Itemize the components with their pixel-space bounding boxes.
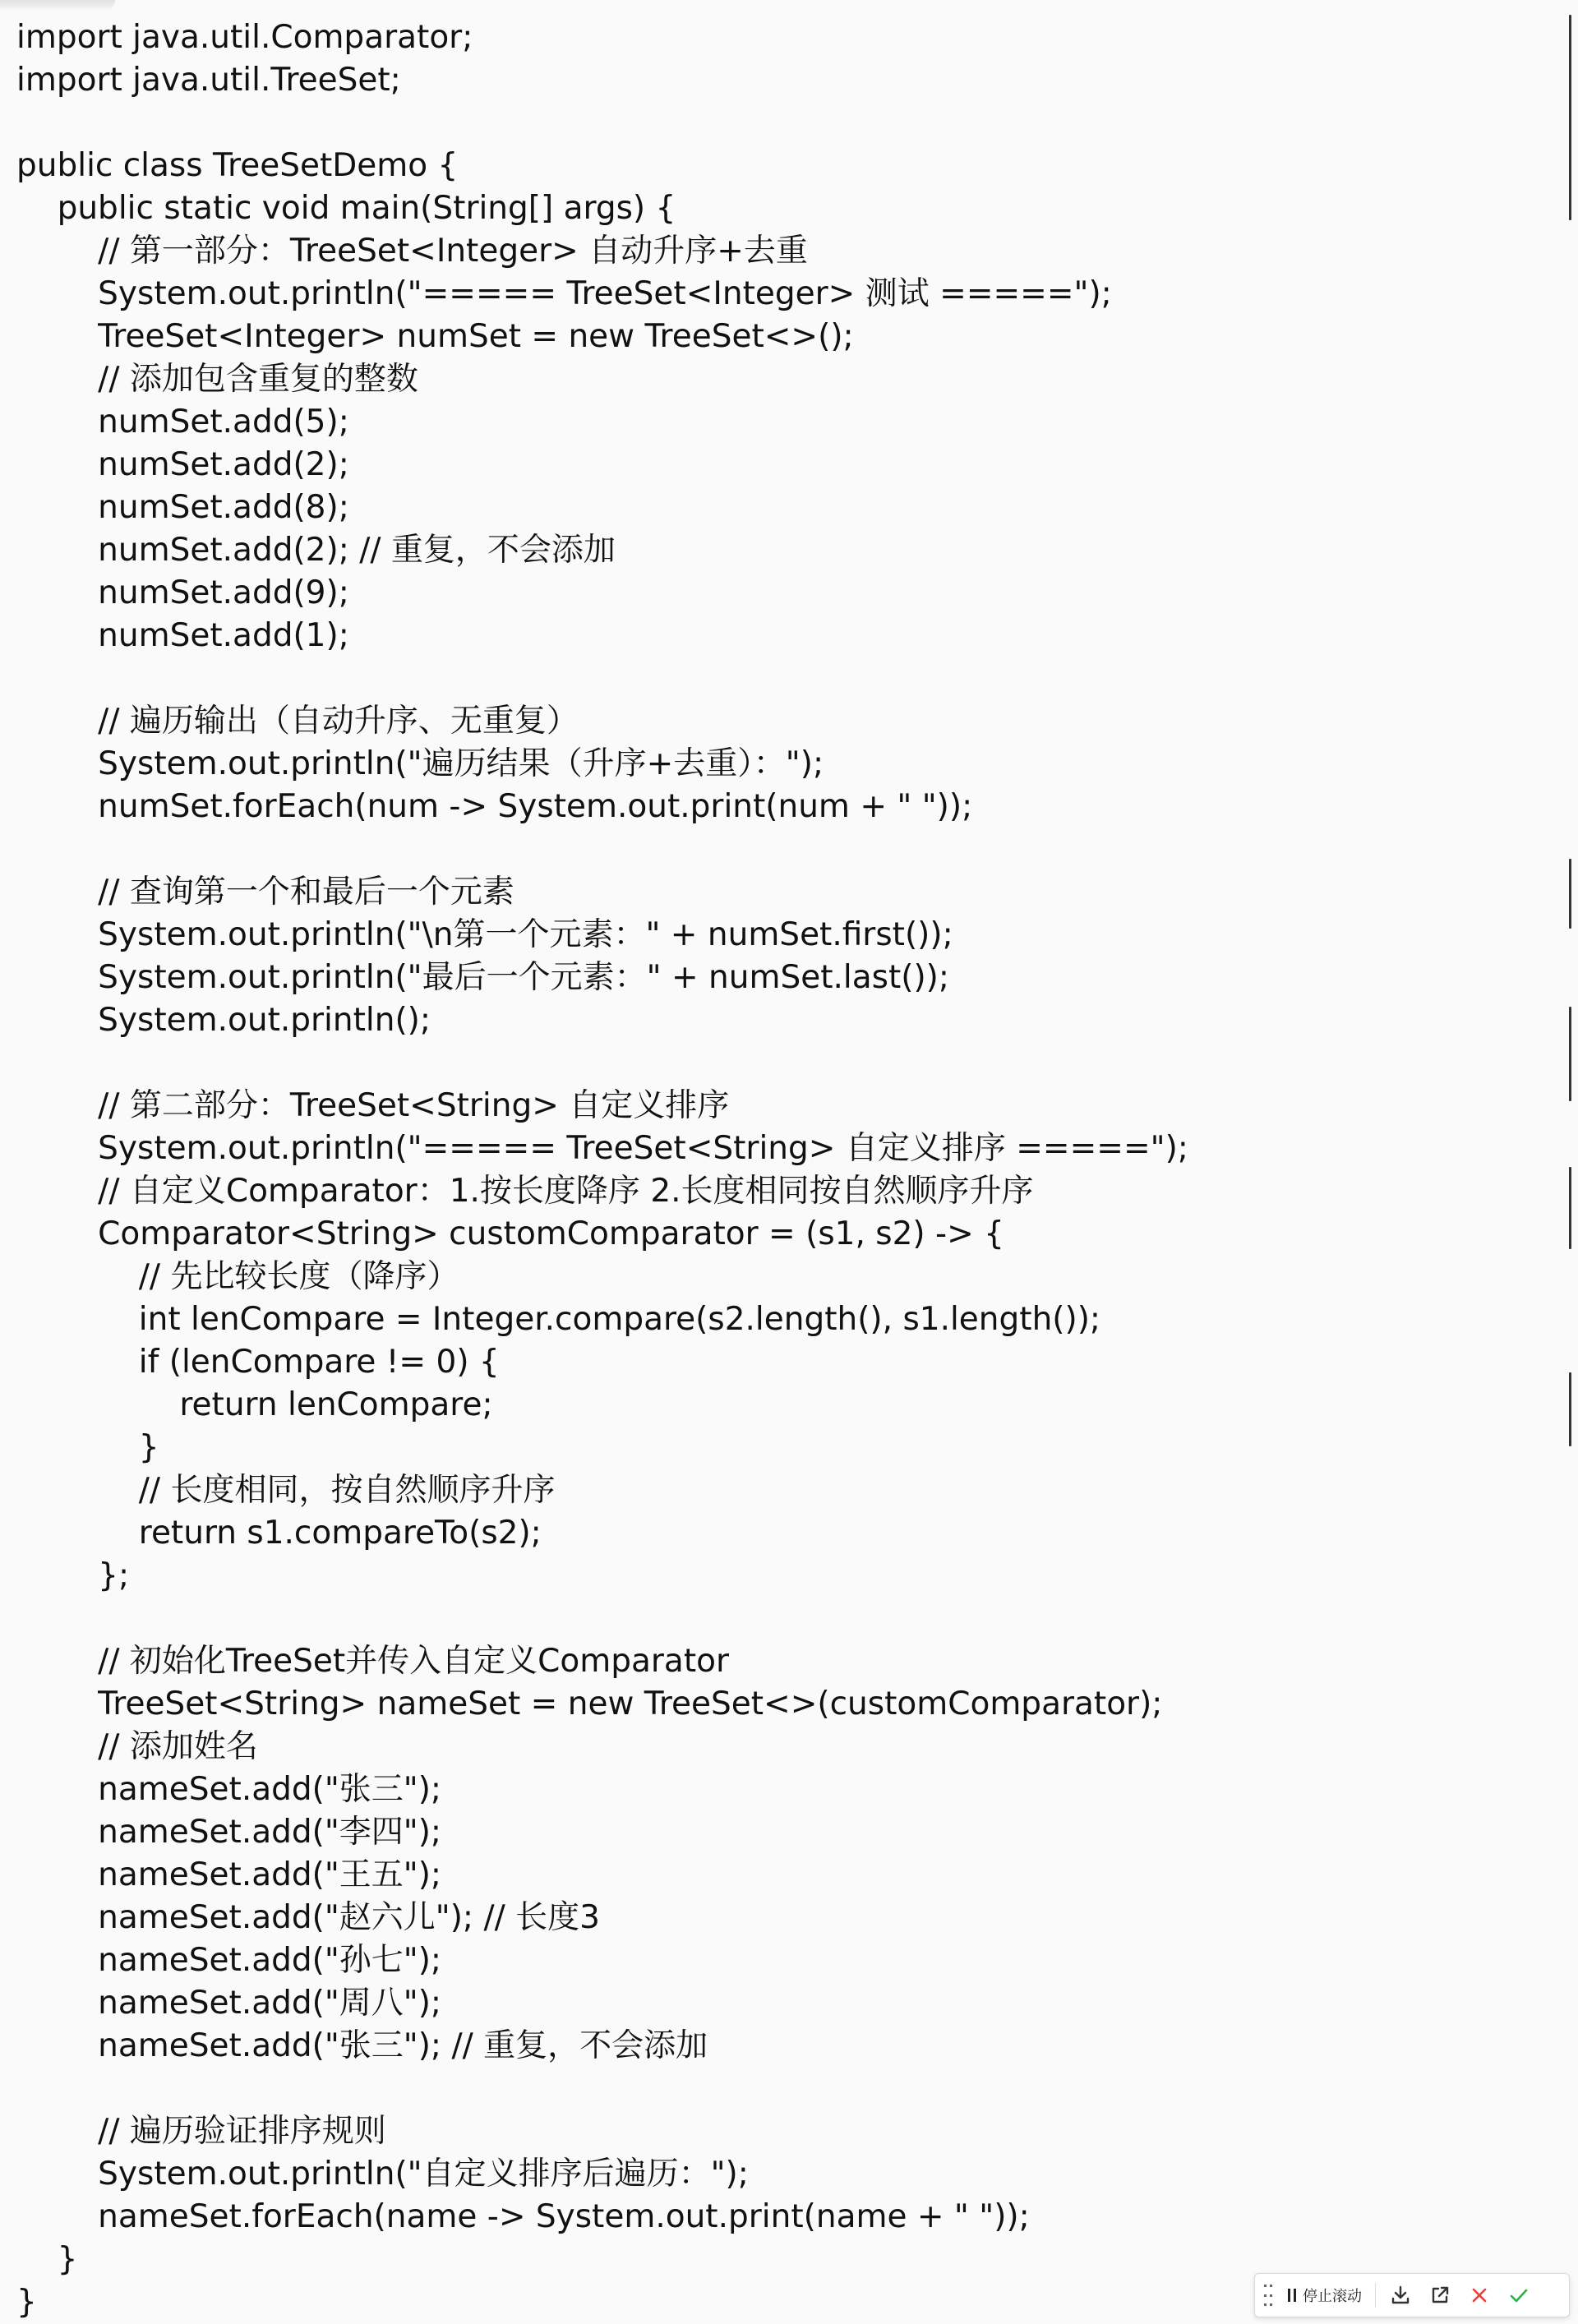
code-line: TreeSet<Integer> numSet = new TreeSet<>(); <box>16 318 854 355</box>
code-line: Comparator<String> customComparator = (s1, s2) -> { <box>16 1215 1004 1252</box>
code-line: System.out.println(); <box>16 1002 431 1039</box>
scrollbar-track-mark[interactable] <box>1569 1167 1571 1249</box>
confirm-button[interactable] <box>1502 2279 1535 2312</box>
scrollbar-track-mark[interactable] <box>1569 15 1571 220</box>
code-line: // 查询第一个和最后一个元素 <box>16 874 514 911</box>
code-line: System.out.println("最后一个元素：" + numSet.last()); <box>16 959 950 996</box>
drag-handle-icon[interactable] <box>1262 2285 1275 2306</box>
code-line: numSet.add(9); <box>16 574 349 611</box>
stop-scroll-button[interactable] <box>1283 2279 1367 2312</box>
code-line: // 遍历验证排序规则 <box>16 2113 386 2150</box>
scrollbar-track-mark[interactable] <box>1569 1372 1571 1446</box>
code-line: } <box>16 1429 159 1466</box>
code-line: }; <box>16 1557 130 1594</box>
code-line: } <box>16 2241 78 2278</box>
code-line: nameSet.add("周八"); <box>16 1985 442 2022</box>
code-line: // 添加包含重复的整数 <box>16 361 418 398</box>
code-line: System.out.println("===== TreeSet<String> 自定义排序 ====="); <box>16 1130 1188 1167</box>
code-line: numSet.add(5); <box>16 403 349 440</box>
code-line: int lenCompare = Integer.compare(s2.length(), s1.length()); <box>16 1301 1101 1338</box>
code-line: System.out.println("遍历结果（升序+去重）："); <box>16 745 824 782</box>
open-external-icon <box>1428 2284 1451 2307</box>
pause-icon <box>1288 2289 1296 2302</box>
code-line: nameSet.add("孙七"); <box>16 1942 442 1979</box>
download-button[interactable] <box>1384 2279 1417 2312</box>
code-line: // 第二部分：TreeSet<String> 自定义排序 <box>16 1087 730 1124</box>
code-line: System.out.println("\n第一个元素：" + numSet.first()); <box>16 916 953 953</box>
code-line: import java.util.TreeSet; <box>16 62 401 99</box>
code-line: System.out.println("===== TreeSet<Integer> 测试 ====="); <box>16 275 1112 312</box>
code-line: return s1.compareTo(s2); <box>16 1515 542 1552</box>
code-line: // 添加姓名 <box>16 1728 258 1765</box>
code-line: // 第一部分：TreeSet<Integer> 自动升序+去重 <box>16 233 808 270</box>
code-line: // 长度相同，按自然顺序升序 <box>16 1472 556 1509</box>
stop-scroll-label: 停止滚动 <box>1303 2288 1362 2305</box>
download-icon <box>1389 2284 1412 2307</box>
code-line: System.out.println("自定义排序后遍历："); <box>16 2156 749 2193</box>
toolbar-divider <box>1375 2283 1376 2308</box>
code-line: // 遍历输出（自动升序、无重复） <box>16 703 579 740</box>
code-line: } <box>16 2284 37 2321</box>
code-line: // 先比较长度（降序） <box>16 1258 459 1295</box>
open-external-button[interactable] <box>1423 2279 1456 2312</box>
code-line: numSet.forEach(num -> System.out.print(num + " ")); <box>16 788 973 825</box>
code-line: import java.util.Comparator; <box>16 19 473 56</box>
code-line: numSet.add(8); <box>16 489 349 526</box>
code-line: nameSet.add("李四"); <box>16 1814 442 1851</box>
checkmark-icon <box>1507 2284 1530 2307</box>
scroll-capture-toolbar <box>1254 2273 1570 2317</box>
scrollbar-track-mark[interactable] <box>1569 1007 1571 1101</box>
code-line: nameSet.add("赵六儿"); // 长度3 <box>16 1899 600 1936</box>
code-line: nameSet.forEach(name -> System.out.print(name + " ")); <box>16 2198 1030 2235</box>
code-line: TreeSet<String> nameSet = new TreeSet<>(customComparator); <box>16 1685 1163 1722</box>
code-line: nameSet.add("王五"); <box>16 1856 442 1893</box>
close-icon <box>1468 2284 1491 2307</box>
code-line: nameSet.add("张三"); // 重复，不会添加 <box>16 2027 708 2064</box>
code-line: numSet.add(2); // 重复，不会添加 <box>16 532 616 569</box>
code-line: public class TreeSetDemo { <box>16 147 459 184</box>
scrollbar-track-mark[interactable] <box>1569 859 1571 929</box>
code-line: // 自定义Comparator：1.按长度降序 2.长度相同按自然顺序升序 <box>16 1173 1034 1210</box>
code-line: // 初始化TreeSet并传入自定义Comparator <box>16 1643 730 1680</box>
code-line: numSet.add(2); <box>16 446 349 483</box>
code-line: if (lenCompare != 0) { <box>16 1344 500 1381</box>
code-line: public static void main(String[] args) { <box>16 190 676 227</box>
code-line: numSet.add(1); <box>16 617 349 654</box>
code-line: nameSet.add("张三"); <box>16 1771 442 1808</box>
cancel-button[interactable] <box>1463 2279 1496 2312</box>
code-line: return lenCompare; <box>16 1386 493 1423</box>
window-corner-shadow <box>0 0 115 12</box>
